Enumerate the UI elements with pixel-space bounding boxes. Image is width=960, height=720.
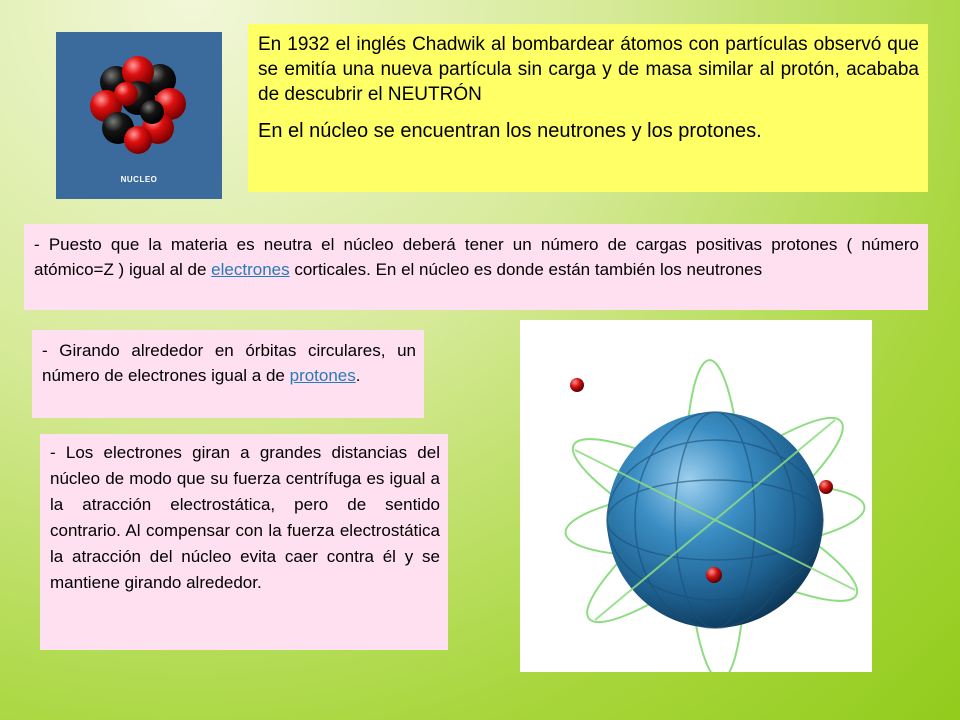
orbiting-box: [32, 330, 424, 418]
electrones-link[interactable]: electrones: [211, 260, 290, 279]
atom-illustration-icon: [520, 320, 872, 672]
electron-distance-text: - Los electrones giran a grandes distancias del núcleo de modo que su fuerza centrífuga es igual a la atracción electrostática, pero de sentido contrario. Al compensar con la fuerza electrostática la atracción del núcleo evita caer contra él y se mantiene girando alrededor.: [50, 443, 440, 592]
intro-paragraph-2: En el núcleo se encuentran los neutrones y los protones.: [258, 120, 762, 142]
atom-image: [520, 320, 872, 672]
intro-box: [248, 24, 928, 192]
intro-paragraph-1: En 1932 el inglés Chadwik al bombardear átomos con partículas observó que se emitía una nueva partícula sin carga y de masa similar al protón, acababa de descubrir el NEUTRÓN: [258, 34, 919, 105]
nucleus-illustration-icon: [56, 32, 222, 172]
neutral-matter-text-2: corticales. En el núcleo es donde están también los neutrones: [289, 260, 763, 279]
neutral-matter-text-1: - Puesto que la materia es neutra el núcleo deberá tener un número de cargas positivas protones ( número atómico=Z ) igual al de: [34, 235, 919, 279]
orbiting-text-2: .: [355, 366, 361, 385]
protones-link[interactable]: protones: [289, 366, 356, 385]
neutral-matter-box: [24, 224, 928, 310]
electron-distance-box: [40, 434, 448, 650]
orbiting-text-1: - Girando alrededor en órbitas circulares, un número de electrones igual a de: [42, 341, 416, 385]
nucleus-label: NUCLEO: [120, 175, 158, 184]
nucleus-image: [56, 32, 222, 199]
